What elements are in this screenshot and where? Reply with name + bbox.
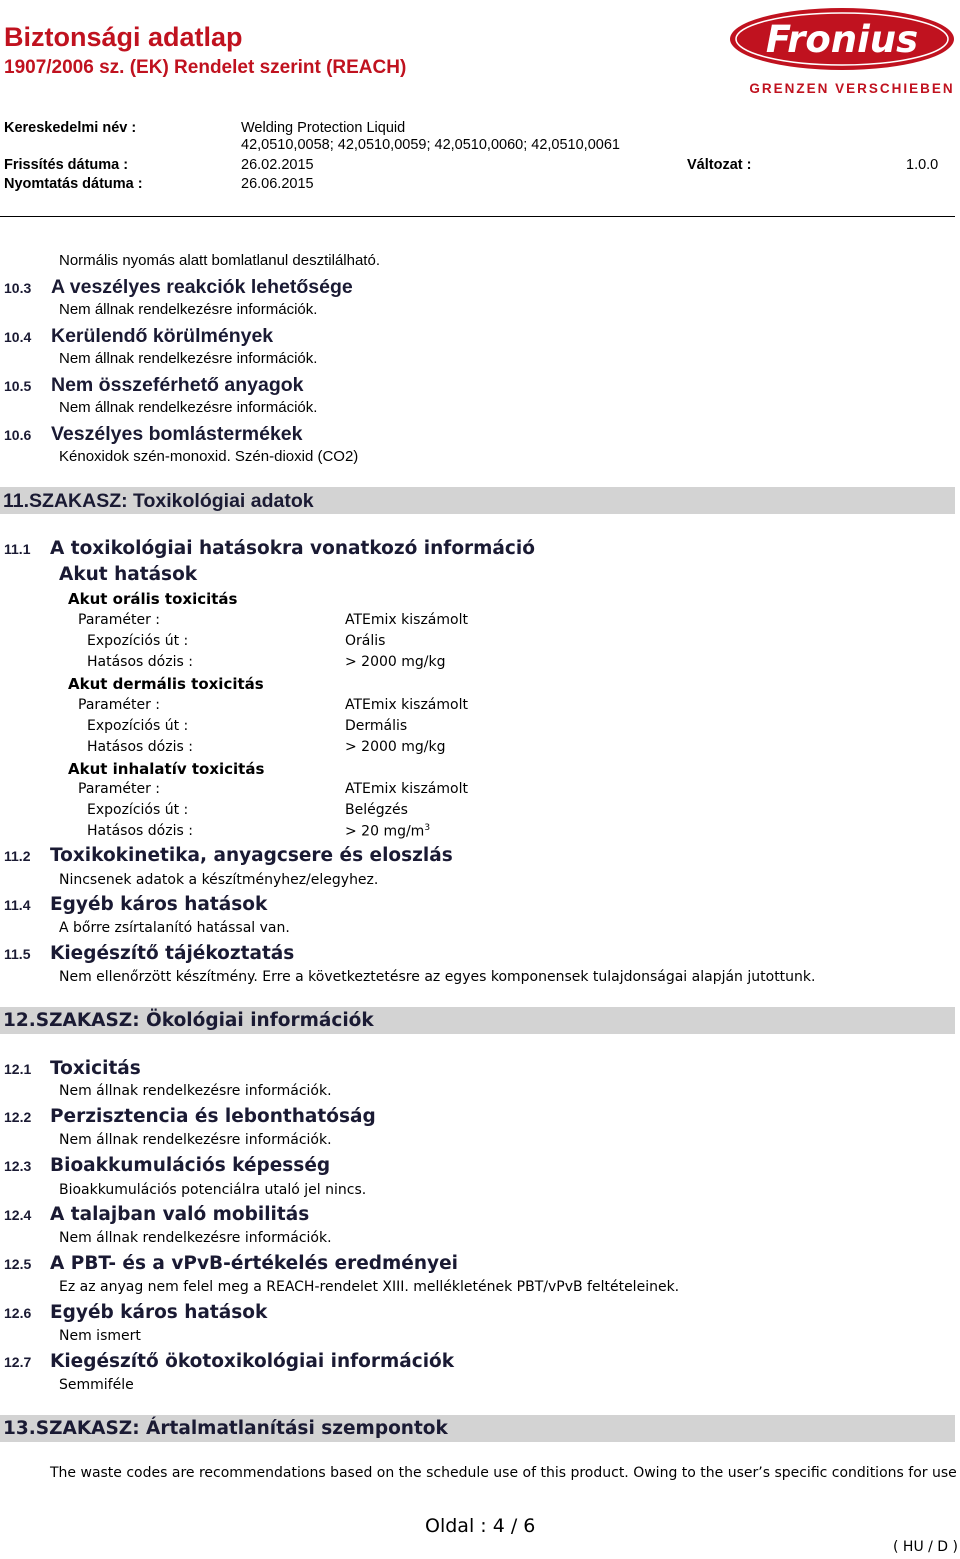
trade-name-value: Welding Protection Liquid: [241, 120, 406, 136]
subsection-title: A talajban való mobilitás: [50, 1204, 310, 1225]
subsection-text: Nem ellenőrzött készítmény. Erre a következtetésre az egyes komponensek tulajdonságai alapján jutottunk.: [59, 969, 816, 985]
header-divider: [0, 216, 955, 217]
section13-heading: 13.SZAKASZ: Ártalmatlanítási szempontok: [3, 1418, 448, 1439]
section11-band: [0, 487, 955, 514]
dose-label: Hatásos dózis :: [87, 739, 193, 755]
trade-name-label: Kereskedelmi név :: [4, 120, 137, 136]
subsection-title: Toxikokinetika, anyagcsere és eloszlás: [50, 845, 453, 866]
section10-intro-text: Normális nyomás alatt bomlatlanul desztilálható.: [59, 252, 380, 269]
subsection-number: 12.3: [4, 1158, 32, 1174]
route-label: Expozíciós út :: [87, 802, 189, 818]
subsection-title: Egyéb káros hatások: [50, 1302, 268, 1323]
route-label: Expozíciós út :: [87, 718, 189, 734]
subsection-text: Nem ismert: [59, 1328, 141, 1344]
logo-wordmark: Fronius: [765, 18, 919, 61]
subsection-number: 10.3: [4, 280, 32, 296]
section12-heading: 12.SZAKASZ: Ökológiai információk: [3, 1010, 374, 1031]
subsection-number: 12.1: [4, 1061, 32, 1077]
subsection-text: Bioakkumulációs potenciálra utaló jel nincs.: [59, 1182, 367, 1198]
revision-date-label: Frissítés dátuma :: [4, 157, 129, 173]
document-subtitle: 1907/2006 sz. (EK) Rendelet szerint (REACH): [4, 57, 407, 78]
section11-heading: 11.SZAKASZ: Toxikológiai adatok: [3, 490, 314, 512]
route-value: Belégzés: [345, 802, 408, 818]
revision-date-value: 26.02.2015: [241, 157, 314, 173]
subsection-text: Kénoxidok szén-monoxid. Szén-dioxid (CO2): [59, 448, 359, 465]
subsection-number: 10.6: [4, 427, 32, 443]
section13-band: [0, 1415, 955, 1442]
toxicity-group-title: Akut inhalatív toxicitás: [68, 760, 265, 778]
subsection-text: A bőrre zsírtalanító hatással van.: [59, 920, 290, 936]
subsection-number: 10.5: [4, 378, 32, 394]
parameter-label: Paraméter :: [78, 697, 161, 713]
parameter-value: ATEmix kiszámolt: [345, 697, 468, 713]
subsection-text: Nem állnak rendelkezésre információk.: [59, 399, 318, 416]
subsection-text: Ez az anyag nem felel meg a REACH-rendelet XIII. mellékletének PBT/vPvB feltételeinek.: [59, 1279, 680, 1295]
version-value: 1.0.0: [906, 157, 939, 173]
parameter-label: Paraméter :: [78, 612, 161, 628]
subsection-text: Nem állnak rendelkezésre információk.: [59, 1083, 332, 1099]
logo-tagline: GRENZEN VERSCHIEBEN: [749, 81, 955, 96]
route-value: Orális: [345, 633, 386, 649]
subsection-number: 11.4: [4, 897, 31, 913]
subsection-title: A toxikológiai hatásokra vonatkozó információ: [50, 538, 535, 559]
dose-value-superscript: 3: [424, 823, 431, 833]
document-title: Biztonsági adatlap: [4, 22, 243, 52]
subsection-title: Bioakkumulációs képesség: [50, 1155, 331, 1176]
subsection-title: Kiegészítő tájékoztatás: [50, 943, 295, 964]
dose-label: Hatásos dózis :: [87, 654, 193, 670]
subsection-title: Toxicitás: [50, 1058, 141, 1079]
subsection-number: 11.5: [4, 946, 31, 962]
subsection-title: A veszélyes reakciók lehetősége: [51, 276, 353, 298]
subsection-text: Semmiféle: [59, 1377, 134, 1393]
subsection-number: 12.5: [4, 1256, 32, 1272]
version-label: Változat :: [687, 157, 752, 173]
subsection-number: 10.4: [4, 329, 32, 345]
subsection-number: 11.1: [4, 541, 31, 557]
subsection-title: Veszélyes bomlástermékek: [51, 423, 303, 445]
trade-name-codes: 42,0510,0058; 42,0510,0059; 42,0510,0060; 42,0510,0061: [241, 137, 620, 153]
subsection-title: A PBT- és a vPvB-értékelés eredményei: [50, 1253, 458, 1274]
subsection-title: Kerülendő körülmények: [51, 325, 274, 347]
subsection-text: Nem állnak rendelkezésre információk.: [59, 301, 318, 318]
subsection-title: Egyéb káros hatások: [50, 894, 268, 915]
subsection-text: Nincsenek adatok a készítményhez/elegyhez.: [59, 872, 379, 888]
subsection-number: 12.4: [4, 1207, 32, 1223]
dose-value: [345, 823, 430, 840]
parameter-label: Paraméter :: [78, 781, 161, 797]
parameter-value: ATEmix kiszámolt: [345, 781, 468, 797]
print-date-value: 26.06.2015: [241, 176, 314, 192]
subsection-number: 11.2: [4, 848, 31, 864]
toxicity-group-title: Akut dermális toxicitás: [68, 675, 264, 693]
toxicity-group-title: Akut orális toxicitás: [68, 590, 238, 608]
subsection-title: Kiegészítő ökotoxikológiai információk: [50, 1351, 455, 1372]
subsection-title: Nem összeférhető anyagok: [51, 374, 304, 396]
print-date-label: Nyomtatás dátuma :: [4, 176, 143, 192]
dose-value: > 2000 mg/kg: [345, 739, 446, 755]
route-label: Expozíciós út :: [87, 633, 189, 649]
fronius-logo: [728, 6, 956, 98]
subsection-text: Nem állnak rendelkezésre információk.: [59, 1230, 332, 1246]
route-value: Dermális: [345, 718, 408, 734]
parameter-value: ATEmix kiszámolt: [345, 612, 468, 628]
subsection-text: Nem állnak rendelkezésre információk.: [59, 350, 318, 367]
subsection-number: 12.7: [4, 1354, 32, 1370]
subsection-number: 12.2: [4, 1109, 32, 1125]
section13-text: The waste codes are recommendations based on the schedule use of this product. Owing to the user’s specific conditions for use: [50, 1465, 957, 1481]
language-code: ( HU / D ): [893, 1539, 958, 1555]
dose-label: Hatásos dózis :: [87, 823, 193, 839]
subsection-title: Perzisztencia és lebonthatóság: [50, 1106, 376, 1127]
section12-band: [0, 1007, 955, 1034]
dose-value: > 2000 mg/kg: [345, 654, 446, 670]
acute-effects-title: Akut hatások: [59, 564, 198, 585]
subsection-number: 12.6: [4, 1305, 32, 1321]
subsection-text: Nem állnak rendelkezésre információk.: [59, 1132, 332, 1148]
page-number: Oldal : 4 / 6: [425, 1515, 536, 1537]
dose-value-text: > 20 mg/m: [345, 823, 425, 840]
